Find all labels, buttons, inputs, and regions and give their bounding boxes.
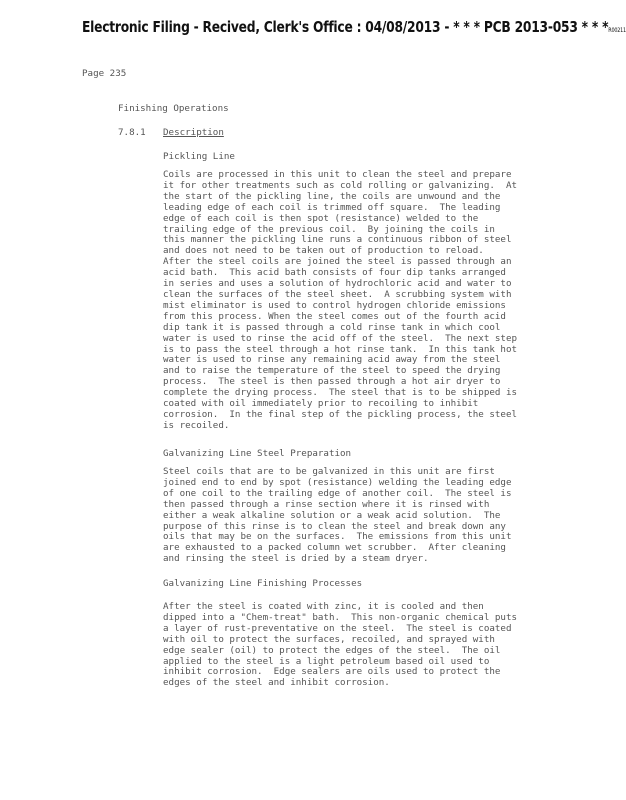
paragraph-line: are exhausted to a packed column wet scrubber. After cleaning (163, 542, 506, 554)
paragraph-line: a layer of rust-preventative on the steel. The steel is coated (163, 622, 512, 634)
paragraph-line: dipped into a "Chem-treat" bath. This non-organic chemical puts (163, 611, 518, 623)
paragraph-line: mist eliminator is used to control hydrogen chloride emissions (163, 299, 506, 311)
filing-stamp-header (82, 18, 626, 36)
paragraph-line: is to pass the steel through a hot rinse tank. In this tank hot (163, 343, 518, 355)
paragraph-line: it for other treatments such as cold rolling or galvanizing. At (163, 179, 518, 191)
paragraph-line: Coils are processed in this unit to clean the steel and prepare (163, 169, 512, 180)
paragraph-line: clean the surfaces of the steel sheet. A scrubbing system with (163, 288, 512, 300)
paragraph-pickling (163, 170, 543, 432)
section-title: Description (163, 127, 224, 138)
subsection-heading-pickling: Pickling Line (163, 151, 235, 162)
paragraph-line: either a weak alkaline solution or a weak acid solution. The (163, 509, 501, 521)
paragraph-line: edge of each coil is then spot (resistance) welded to the (163, 212, 479, 224)
paragraph-line: from this process. When the steel comes out of the fourth acid (163, 310, 506, 322)
paragraph-line: and does not need to be taken out of production to reload. (163, 245, 484, 257)
paragraph-line: water is used to rinse any remaining acid away from the steel (163, 354, 501, 366)
paragraph-galv-finish (163, 602, 543, 689)
paragraph-line: is recoiled. (163, 419, 230, 431)
paragraph-line: leading edge of each coil is trimmed off square. The leading (163, 201, 501, 213)
paragraph-line: oils that may be on the surfaces. The emissions from this unit (163, 531, 512, 543)
paragraph-line: and to raise the temperature of the steel to speed the drying (163, 365, 501, 377)
paragraph-line: and rinsing the steel is dried by a steam dryer. (163, 553, 429, 565)
paragraph-line: edge sealer (oil) to protect the edges of the steel. The oil (163, 644, 501, 656)
paragraph-line: inhibit corrosion. Edge sealers are oils used to protect the (163, 666, 501, 678)
paragraph-line: acid bath. This acid bath consists of four dip tanks arranged (163, 267, 506, 279)
paragraph-line: process. The steel is then passed through a hot air dryer to (163, 376, 501, 388)
paragraph-line: edges of the steel and inhibit corrosion. (163, 677, 390, 689)
paragraph-line: complete the drying process. The steel that is to be shipped is (163, 387, 518, 399)
paragraph-line: trailing edge of the previous coil. By joining the coils in (163, 223, 495, 235)
paragraph-line: the start of the pickling line, the coils are unwound and the (163, 190, 501, 202)
paragraph-galv-prep (163, 467, 543, 565)
paragraph-line: Steel coils that are to be galvanized in this unit are first (163, 466, 495, 477)
paragraph-line: of one coil to the trailing edge of another coil. The steel is (163, 487, 512, 499)
paragraph-line: then passed through a rinse section where it is rinsed with (163, 498, 490, 510)
filing-stamp-small: R00211 (608, 27, 626, 34)
paragraph-line: water is used to rinse the acid off of the steel. The next step (163, 332, 518, 344)
section-number: 7.8.1 (118, 127, 146, 138)
paragraph-line: corrosion. In the final step of the pickling process, the steel (163, 408, 518, 420)
paragraph-line: with oil to protect the surfaces, recoiled, and sprayed with (163, 633, 495, 645)
paragraph-line: applied to the steel is a light petroleum based oil used to (163, 655, 490, 667)
subsection-heading-galv-finish: Galvanizing Line Finishing Processes (163, 578, 363, 589)
paragraph-line: this manner the pickling line runs a continuous ribbon of steel (163, 234, 512, 246)
subsection-heading-galv-prep: Galvanizing Line Steel Preparation (163, 448, 352, 459)
paragraph-line: After the steel is coated with zinc, it is cooled and then (163, 601, 484, 612)
paragraph-line: coated with oil immediately prior to recoiling to inhibit (163, 398, 479, 410)
paragraph-line: dip tank it is passed through a cold rinse tank in which cool (163, 321, 501, 333)
filing-stamp-text: Electronic Filing - Recived, Clerk's Office : 04/08/2013 - * * * PCB 2013-053 * * * (82, 18, 609, 36)
paragraph-line: in series and uses a solution of hydrochloric acid and water to (163, 278, 512, 290)
paragraph-line: purpose of this rinse is to clean the steel and break down any (163, 520, 506, 532)
section-heading: Finishing Operations (118, 103, 229, 114)
paragraph-line: After the steel coils are joined the steel is passed through an (163, 256, 512, 268)
paragraph-line: joined end to end by spot (resistance) welding the leading edge (163, 476, 512, 488)
page-number: Page 235 (82, 68, 127, 79)
